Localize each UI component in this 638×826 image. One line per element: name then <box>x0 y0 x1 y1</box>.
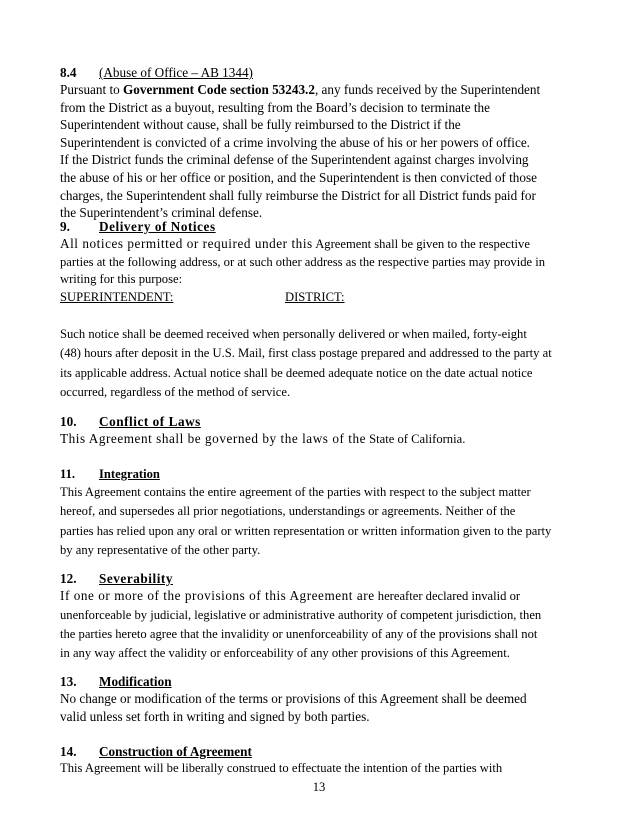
section-heading <box>60 743 582 760</box>
body-line: Superintendent without cause, shall be fully reimbursed to the District if the <box>60 117 461 133</box>
section-number: 13. <box>60 674 77 689</box>
body-line: Pursuant to Government Code section 53243.2, any funds received by the Superintendent <box>60 82 541 97</box>
body-line: If the District funds the criminal defense of the Superintendent against charges involving <box>60 152 529 168</box>
notice-paragraph <box>60 325 582 403</box>
body-line: writing for this purpose: <box>60 272 183 287</box>
section-number: 12. <box>60 571 77 586</box>
body-line: the parties hereto agree that the invalidity or unenforceability of any of the provisions shall not <box>60 627 538 641</box>
section-12 <box>60 570 582 664</box>
body-line: If one or more of the provisions of this Agreement are hereafter declared invalid or <box>60 588 521 603</box>
body-line: hereof, and supersedes all prior negotiations, understandings or agreements. Neither of the <box>60 504 516 519</box>
body-line: Such notice shall be deemed received when personally delivered or when mailed, forty-eight <box>60 327 527 341</box>
body-line: All notices permitted or required under this Agreement shall be given to the respective <box>60 236 530 251</box>
body-line: from the District as a buyout, resulting from the Board’s decision to terminate the <box>60 99 490 115</box>
body-line: by any representative of the other party. <box>60 543 261 558</box>
section-title: Construction of Agreement <box>99 744 252 759</box>
body-line: Superintendent is convicted of a crime involving the abuse of his or her powers of office. <box>60 134 530 150</box>
section-heading <box>60 673 582 690</box>
body-line: valid unless set forth in writing and signed by both parties. <box>60 708 370 724</box>
body-line: (48) hours after deposit in the U.S. Mail, first class postage prepared and addressed to the party at <box>60 346 552 361</box>
body-line: parties has relied upon any oral or written representation or written information given to the party <box>60 523 552 538</box>
body-line: parties at the following address, or at such other address as the respective parties may provide in <box>60 254 546 269</box>
body-line: its applicable address. Actual notice shall be deemed adequate notice on the date actual notice <box>60 365 533 380</box>
section-9 <box>60 218 582 289</box>
section-heading <box>60 218 582 235</box>
section-title: Conflict of Laws <box>99 414 201 429</box>
body-line: the abuse of his or her office or position, and the Superintendent is then convicted of those <box>60 169 537 185</box>
section-10 <box>60 413 582 449</box>
section-title: Modification <box>99 674 172 689</box>
section-body <box>60 587 582 664</box>
section-8-4 <box>60 64 582 222</box>
section-title: Delivery of Notices <box>99 219 216 234</box>
section-14 <box>60 743 582 778</box>
section-body <box>60 760 582 778</box>
body-line: occurred, regardless of the method of service. <box>60 385 291 400</box>
section-11 <box>60 466 582 561</box>
page-number: 13 <box>312 780 326 794</box>
section-body <box>60 690 582 725</box>
body-line: This Agreement shall be governed by the laws of the State of California. <box>60 431 466 446</box>
body-line: in any way affect the validity or enforceability of any other provisions of this Agreement. <box>60 646 510 661</box>
section-heading <box>60 413 582 430</box>
section-title: (Abuse of Office – AB 1344) <box>99 65 253 80</box>
section-number: 9. <box>60 219 70 234</box>
body-line: No change or modification of the terms or provisions of this Agreement shall be deemed <box>60 691 527 706</box>
section-title: Integration <box>99 467 160 481</box>
section-heading <box>60 570 582 587</box>
body-line: unenforceable by judicial, legislative or administrative authority of competent jurisdiction, then <box>60 607 542 622</box>
section-13 <box>60 673 582 725</box>
body-line: This Agreement contains the entire agreement of the parties with respect to the subject matter <box>60 485 531 499</box>
section-title: Severability <box>99 571 173 586</box>
district-address-label: DISTRICT: <box>285 290 345 304</box>
section-number: 8.4 <box>60 65 77 80</box>
superintendent-address-label: SUPERINTENDENT: <box>60 290 174 304</box>
body-line: charges, the Superintendent shall fully reimburse the District for all District funds paid for <box>60 187 536 203</box>
code-reference: Government Code section 53243.2 <box>123 82 315 97</box>
section-body <box>60 81 582 222</box>
section-body <box>60 430 582 449</box>
section-number: 11. <box>60 467 76 481</box>
body-line: the Superintendent’s criminal defense. <box>60 205 263 221</box>
section-number: 14. <box>60 744 77 759</box>
section-heading <box>60 466 582 483</box>
section-body <box>60 235 582 289</box>
section-body <box>60 483 582 561</box>
section-number: 10. <box>60 414 77 429</box>
section-heading <box>60 64 582 81</box>
body-line: This Agreement will be liberally construed to effectuate the intention of the parties with <box>60 761 503 775</box>
